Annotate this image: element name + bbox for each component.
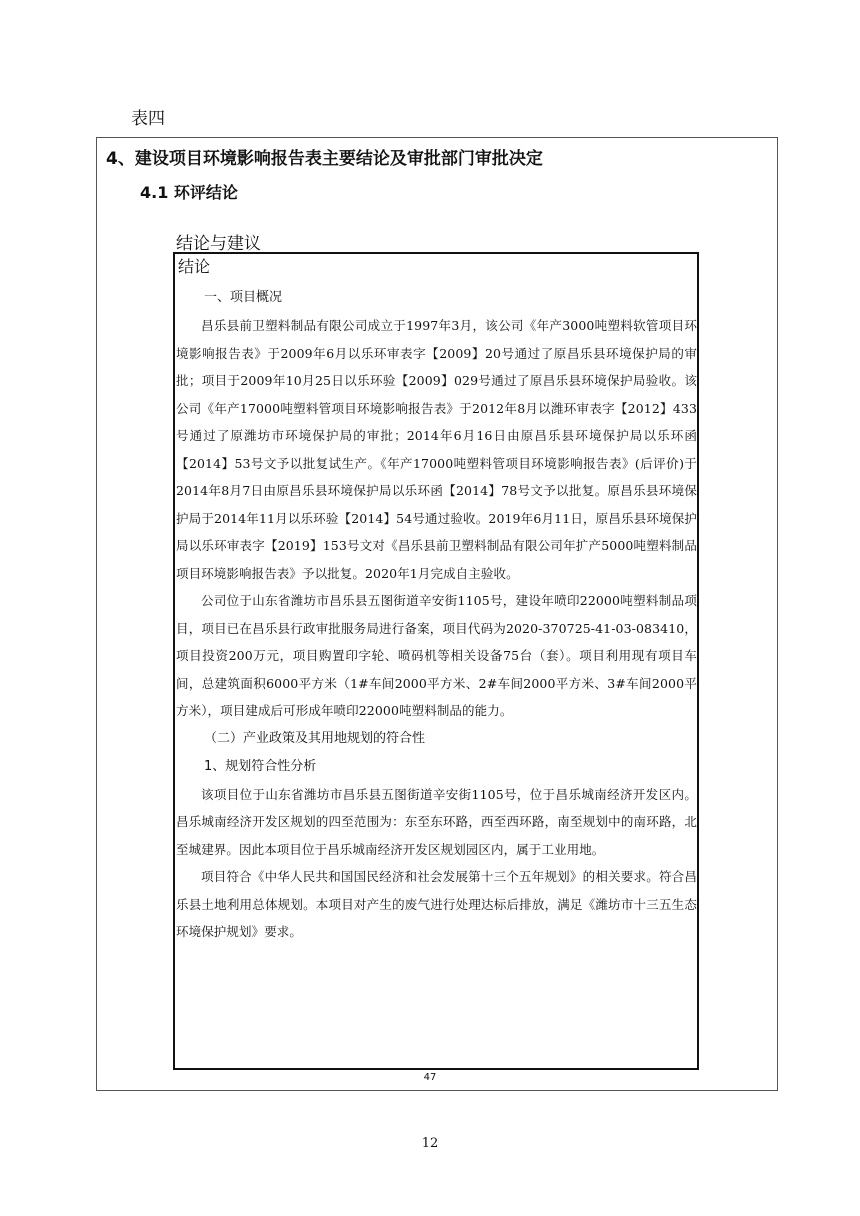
heading-planning-analysis: 1、规划符合性分析 [204, 758, 317, 774]
paragraph-project-info: 公司位于山东省潍坊市昌乐县五图街道辛安街1105号，建设年喷印22000吨塑料制品项目，项目已在昌乐县行政审批服务局进行备案，项目代码为2020-370725-41-03-083410，项目投资200万元，项目购置印字轮、喷码机等相关设备75台（套）。项目利用现有项目车间，总建筑面积6000平方米（1#车间2000平方米、2#车间2000平方米、3#车间2000平方米），项目建成后可形成年喷印22000吨塑料制品的能力。 [176, 593, 697, 718]
table-label: 表四 [131, 109, 165, 129]
heading-policy-compliance: （二）产业政策及其用地规划的符合性 [204, 730, 426, 746]
inner-page-number: 47 [423, 1072, 437, 1083]
sub-heading: 4.1 环评结论 [140, 183, 238, 202]
box-caption: 结论与建议 [176, 234, 261, 254]
paragraph-planning: 该项目位于山东省潍坊市昌乐县五图街道辛安街1105号，位于昌乐城南经济开发区内。昌乐城南经济开发区规划的四至范围为：东至东环路，西至西环路，南至规划中的南环路，北至城建界。因此本项目位于昌乐城南经济开发区规划园区内，属于工业用地。 [176, 786, 697, 857]
conclusion-content [176, 256, 697, 946]
heading-project-overview: 一、项目概况 [204, 290, 283, 305]
section-heading: 4、建设项目环境影响报告表主要结论及审批部门审批决定 [106, 149, 543, 169]
paragraph-compliance: 项目符合《中华人民共和国国民经济和社会发展第十三个五年规划》的相关要求。符合昌乐县土地利用总体规划。本项目对产生的废气进行处理达标后排放，满足《潍坊市十三五生态环境保护规划》要求。 [176, 869, 697, 939]
conclusion-label: 结论 [178, 257, 211, 276]
page-number: 12 [421, 1136, 439, 1151]
paragraph-history: 昌乐县前卫塑料制品有限公司成立于1997年3月，该公司《年产3000吨塑料软管项目环境影响报告表》于2009年6月以乐环审表字【2009】20号通过了原昌乐县环境保护局的审批；项目于2009年10月25日以乐环验【2009】029号通过了原昌乐县环境保护局验收。该公司《年产17000吨塑料管项目环境影响报告表》于2012年8月以潍环审表字【2012】433号通过了原潍坊市环境保护局的审批；2014年6月16日由原昌乐县环境保护局以乐环函【2014】53号文予以批复试生产。《年产17000吨塑料管项目环境影响报告表》(后评价)于2014年8月7日由原昌乐县环境保护局以乐环函【2014】78号文予以批复。原昌乐县环境保护局于2014年11月以乐环验【2014】54号通过验收。2019年6月11日，原昌乐县环境保护局以乐环审表字【2019】153号文对《昌乐县前卫塑料制品有限公司年扩产5000吨塑料制品项目环境影响报告表》予以批复。2020年1月完成自主验收。 [176, 318, 697, 581]
